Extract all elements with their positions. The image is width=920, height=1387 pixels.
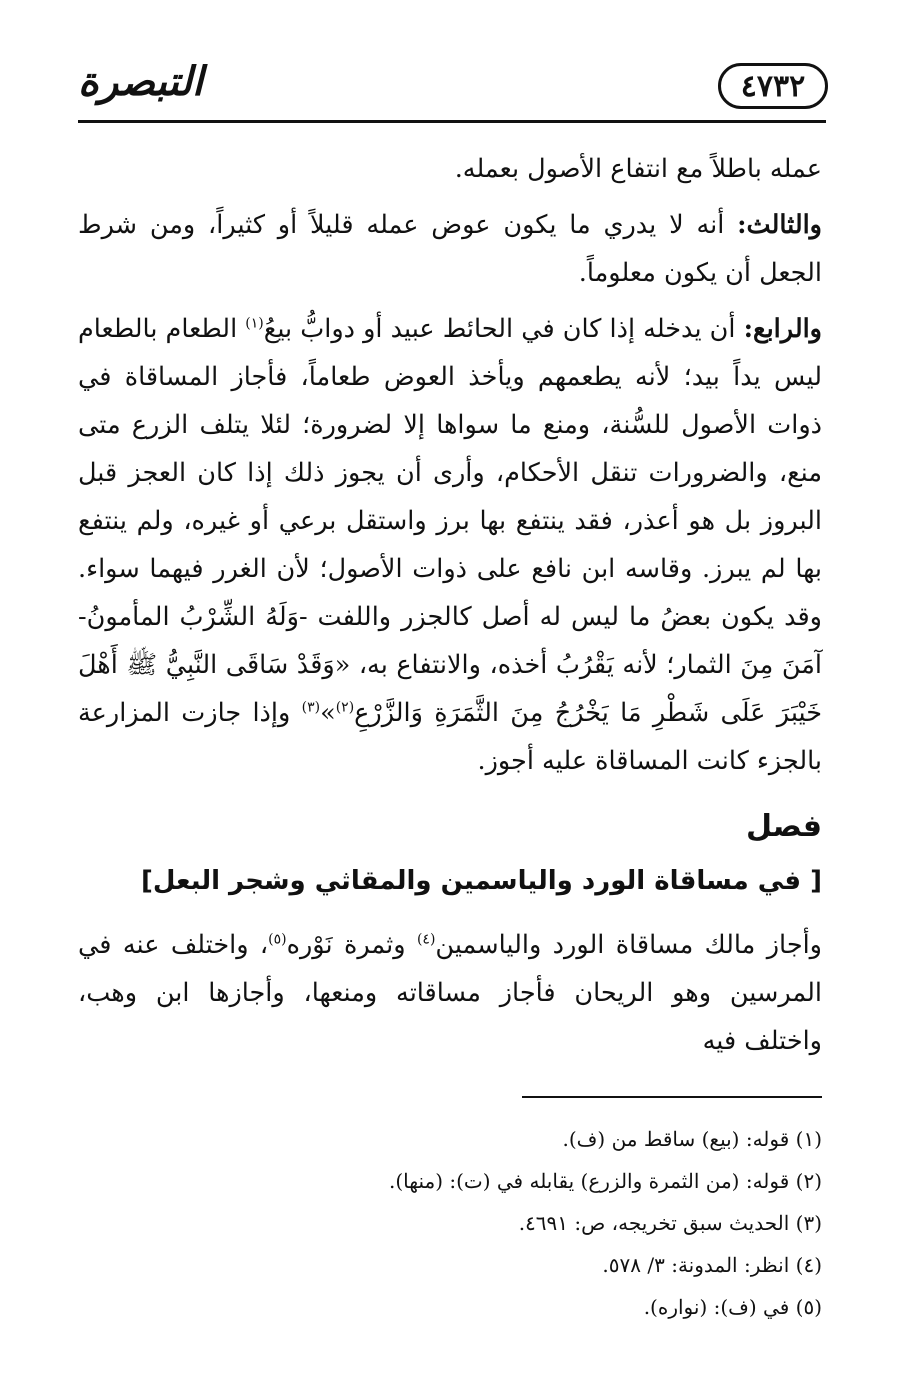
footnote-marker-1[interactable]: (١) [245, 315, 264, 332]
footnote-marker-5[interactable]: (٥) [268, 931, 287, 948]
paragraph-fourth [78, 305, 822, 785]
section-subheading: [ في مساقاة الورد والياسمين والمقاثي وشجر البعل] [140, 866, 822, 896]
footnote-4: (٤) انظر: المدونة: ٣/ ٥٧٨. [602, 1253, 822, 1277]
page-number: ٤٧٣٢ [718, 63, 828, 109]
section-heading: فصل [746, 809, 822, 844]
footnote-divider [522, 1096, 822, 1098]
paragraph-third [78, 201, 822, 297]
book-title: التبصرة [78, 58, 204, 105]
paragraph-label: والرابع: [743, 314, 822, 344]
main-text [78, 145, 822, 1073]
paragraph-text: وإذا جازت المزارعة بالجزء كانت المساقاة عليه أجوز. [78, 698, 822, 776]
paragraph-1 [78, 145, 822, 193]
footnote-2: (٢) قوله: (من الثمرة والزرع) يقابله في (ت): (منها). [388, 1169, 822, 1193]
footnote-marker-4[interactable]: (٤) [416, 931, 436, 948]
paragraph-text: وأجاز مالك مساقاة الورد والياسمين [435, 930, 822, 960]
footnote-marker-3[interactable]: (٣) [301, 699, 321, 716]
page-header [78, 55, 828, 123]
paragraph-text: » [320, 698, 336, 728]
footnotes [78, 1118, 822, 1328]
paragraph-roses [78, 921, 822, 1065]
paragraph-text: الطعام بالطعام ليس يداً بيد؛ لأنه يطعمهم ويأخذ العوض طعاماً، فأجاز المساقاة في ذوات الأصول للسُّنة، ومنع ما سواها إلا لضرورة؛ لئلا يتلف الزرع متى منع، والضرورات تنقل الأحكام، وأرى أن يجوز ذلك إذا كان العجز قبل البروز بل هو أعذر، فقد ينتفع بها برز واستقل برعي أو غيره، ولم ينتفع بها لم يبرز. وقاسه ابن نافع على ذوات الأصول؛ لأن الغرر فيهما سواء. وقد يكون بعضُ ما ليس له أصل كالجزر واللفت -وَلَهُ الشِّرْبُ المأمونُ- آمَنَ مِنَ الثمار؛ لأنه يَقْرُبُ أخذه، والانتفاع به، «وَقَدْ سَاقَى النَّبِيُّ ﷺ أَهْلَ خَيْبَرَ عَلَى شَطْرِ مَا يَخْرُجُ مِنَ الثَّمَرَةِ وَالزَّرْعِ [78, 314, 822, 728]
footnote-5: (٥) في (ف): (نواره). [643, 1295, 822, 1319]
footnote-marker-2[interactable]: (٢) [335, 699, 355, 716]
paragraph-text: وثمرة نَوْره [286, 930, 417, 960]
paragraph-text: أنه لا يدري ما يكون عوض عمله قليلاً أو كثيراً، ومن شرط الجعل أن يكون معلوماً. [78, 210, 822, 288]
paragraph-text: عمله باطلاً مع انتفاع الأصول بعمله. [454, 154, 822, 184]
footnote-3: (٣) الحديث سبق تخريجه، ص: ٤٦٩١. [518, 1211, 822, 1235]
paragraph-label: والثالث: [737, 210, 822, 240]
paragraph-text: ، واختلف عنه في المرسين وهو الريحان فأجاز مساقاته ومنعها، وأجازها ابن وهب، واختلف فيه [78, 930, 822, 1056]
header-divider [78, 120, 826, 123]
paragraph-text: أن يدخله إذا كان في الحائط عبيد أو دوابُّ بيعُ [263, 314, 744, 344]
footnote-1: (١) قوله: (بيع) ساقط من (ف). [562, 1127, 822, 1151]
